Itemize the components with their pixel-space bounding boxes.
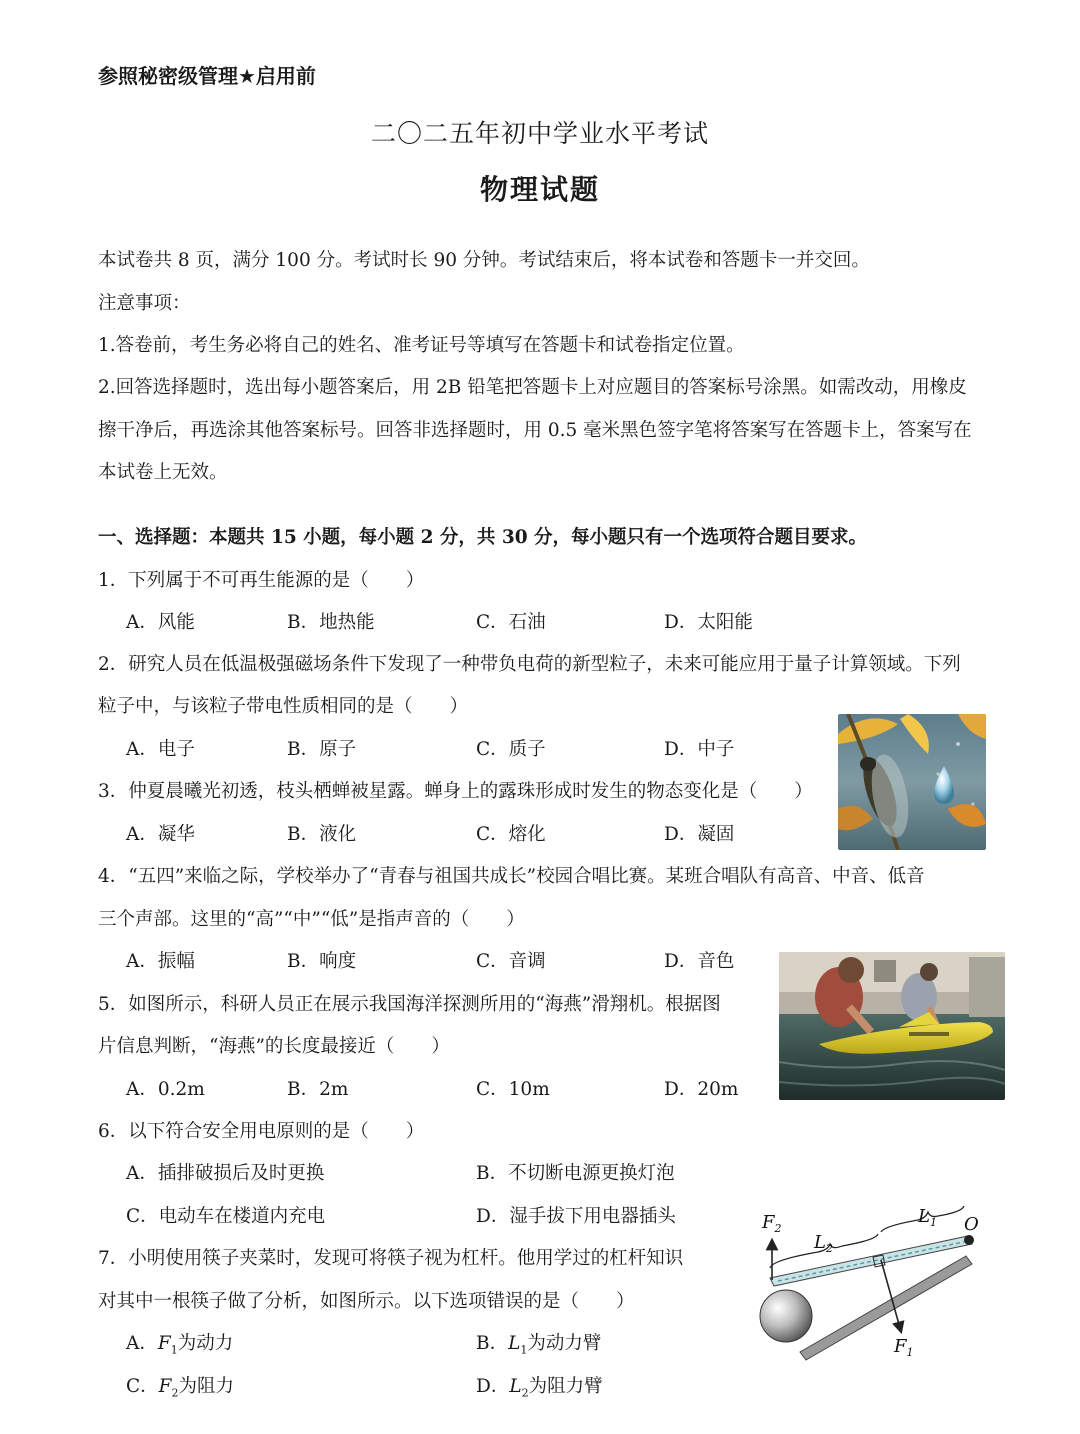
question-1-option-d: D．太阳能 xyxy=(664,612,753,633)
question-1-option-a: A．风能 xyxy=(126,612,195,633)
food-ball xyxy=(760,1290,812,1342)
exam-title: 二〇二五年初中学业水平考试 xyxy=(370,119,709,148)
question-1-option-c: C．石油 xyxy=(476,612,546,633)
force-f1-arrow xyxy=(881,1260,900,1328)
question-3-option-c: C．熔化 xyxy=(476,824,546,845)
question-6-option-d: D．湿手拔下用电器插头 xyxy=(476,1206,676,1227)
notice-item-2-line-2: 擦干净后，再选涂其他答案标号。回答非选择题时，用 0.5 毫米黑色签字笔将答案写在答题卡上，答案写在 xyxy=(98,420,972,441)
question-4-option-c: C．音调 xyxy=(476,951,546,972)
question-2-stem-line-1: 2．研究人员在低温极强磁场条件下发现了一种带负电荷的新型粒子，未来可能应用于量子计算领域。下列 xyxy=(98,654,961,675)
question-5-option-d: D．20m xyxy=(664,1079,739,1100)
question-6-option-a: A．插排破损后及时更换 xyxy=(126,1163,325,1184)
question-5-option-c: C．10m xyxy=(476,1079,550,1100)
notice-item-2-line-1: 2.回答选择题时，选出每小题答案后，用 2B 铅笔把答题卡上对应题目的答案标号涂黑。如需改动，用橡皮 xyxy=(98,377,967,398)
question-2-option-b: B．原子 xyxy=(287,739,357,760)
question-1-stem: 1．下列属于不可再生能源的是（ ） xyxy=(98,570,425,591)
question-7-option-b: B．$L_1$为动力臂 xyxy=(476,1333,602,1357)
question-2-option-c: C．质子 xyxy=(476,739,546,760)
chopsticks-lever-diagram xyxy=(748,1200,1000,1370)
question-4-option-b: B．响度 xyxy=(287,951,357,972)
question-6-stem: 6．以下符合安全用电原则的是（ ） xyxy=(98,1121,425,1142)
label-l2: $L_2$ xyxy=(814,1232,833,1255)
question-5-option-b: B．2m xyxy=(287,1079,349,1100)
question-7-option-d: D．$L_2$为阻力臂 xyxy=(476,1376,603,1400)
question-5-option-a: A．0.2m xyxy=(126,1079,205,1100)
notice-item-2-line-3: 本试卷上无效。 xyxy=(98,462,228,483)
question-2-stem-line-2: 粒子中，与该粒子带电性质相同的是（ ） xyxy=(98,696,469,717)
notice-title: 注意事项： xyxy=(98,293,191,314)
question-7-option-c: C．$F_2$为阻力 xyxy=(126,1376,235,1400)
question-2-option-d: D．中子 xyxy=(664,739,735,760)
label-l1: $L_1$ xyxy=(918,1206,937,1229)
label-f2: $F_2$ xyxy=(762,1212,782,1235)
question-4-option-a: A．振幅 xyxy=(126,951,195,972)
label-f1: $F_1$ xyxy=(894,1336,914,1359)
notice-item-1: 1.答卷前，考生务必将自己的姓名、准考证号等填写在答题卡和试卷指定位置。 xyxy=(98,335,745,356)
pivot-point xyxy=(964,1235,974,1245)
question-1-option-b: B．地热能 xyxy=(287,612,375,633)
question-3-stem: 3．仲夏晨曦光初透，枝头栖蝉被星露。蝉身上的露珠形成时发生的物态变化是（ ） xyxy=(98,781,813,802)
section-heading: 一、选择题：本题共 15 小题，每小题 2 分，共 30 分，每小题只有一个选项符合题目要求。 xyxy=(98,527,868,548)
question-6-option-c: C．电动车在楼道内充电 xyxy=(126,1206,326,1227)
question-5-stem-line-2: 片信息判断，“海燕”的长度最接近（ ） xyxy=(98,1036,450,1057)
question-7-stem-line-1: 7．小明使用筷子夹菜时，发现可将筷子视为杠杆。他用学过的杠杆知识 xyxy=(98,1248,684,1269)
question-3-option-a: A．凝华 xyxy=(126,824,195,845)
question-2-option-a: A．电子 xyxy=(126,739,195,760)
question-4-stem-line-1: 4．“五四”来临之际，学校举办了“青春与祖国共成长”校园合唱比赛。某班合唱队有高音、中音、低音 xyxy=(98,866,925,887)
label-o: O xyxy=(964,1214,979,1235)
question-3-option-d: D．凝固 xyxy=(664,824,735,845)
instructions-line: 本试卷共 8 页，满分 100 分。考试时长 90 分钟。考试结束后，将本试卷和答题卡一并交回。 xyxy=(98,250,870,271)
question-5-stem-line-1: 5．如图所示，科研人员正在展示我国海洋探测所用的“海燕”滑翔机。根据图 xyxy=(98,994,721,1015)
question-4-stem-line-2: 三个声部。这里的“高”“中”“低”是指声音的（ ） xyxy=(98,909,525,930)
classification-label: 参照秘密级管理★启用前 xyxy=(98,64,316,88)
question-6-option-b: B．不切断电源更换灯泡 xyxy=(476,1163,675,1184)
cicada-dew-photo xyxy=(838,714,986,850)
question-4-option-d: D．音色 xyxy=(664,951,735,972)
subject-title: 物理试题 xyxy=(479,173,600,206)
question-7-stem-line-2: 对其中一根筷子做了分析，如图所示。以下选项错误的是（ ） xyxy=(98,1291,635,1312)
question-7-option-a: A．$F_1$为动力 xyxy=(126,1333,234,1357)
glider-photo xyxy=(779,952,1005,1100)
question-3-option-b: B．液化 xyxy=(287,824,357,845)
